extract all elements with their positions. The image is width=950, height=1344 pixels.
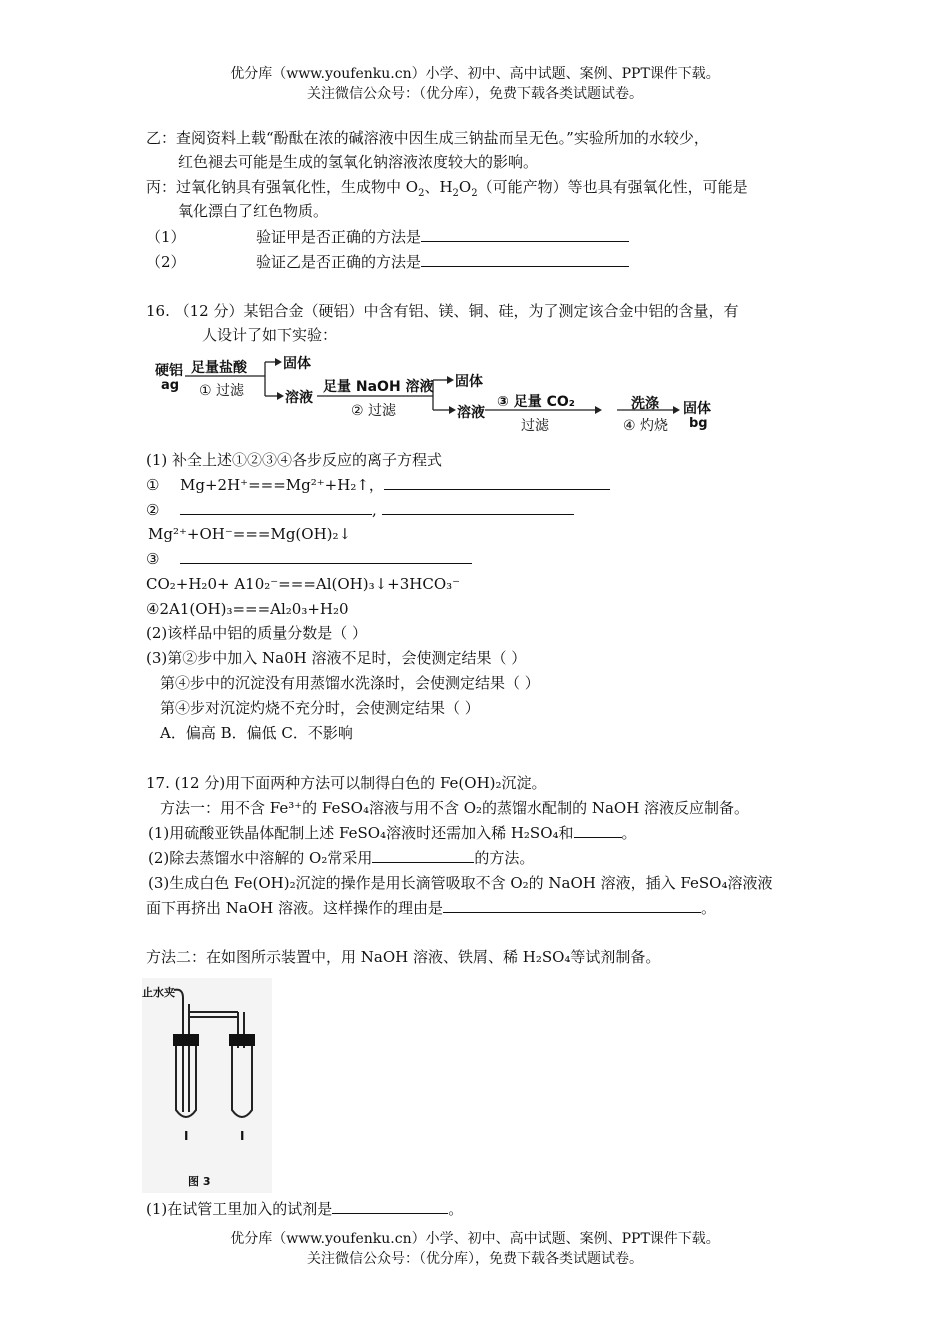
stopper-2 (229, 1034, 255, 1046)
q16-options: A．偏高 B．偏低 C．不影响 (160, 724, 353, 742)
answer-blank[interactable] (443, 897, 701, 913)
q16-eq2b: Mg²⁺+OH⁻===Mg(OH)₂↓ (148, 525, 352, 543)
q17-m1-part3-line2: 面下再挤出 NaOH 溶液。这样操作的理由是 。 (146, 899, 716, 917)
q17-m2-part1: (1)在试管工里加入的试剂是 。 (146, 1200, 464, 1218)
answer-blank[interactable] (574, 822, 622, 838)
fig-tube2-label: I (240, 1129, 245, 1143)
q17-method2: 方法二：在如图所示装置中，用 NaOH 溶液、铁屑、稀 H₂SO₄等试剂制备。 (146, 948, 661, 966)
q16-part3b: 第④步中的沉淀没有用蒸馏水洗涤时，会使测定结果（ ） (160, 674, 540, 692)
q15-bing-line2: 氧化漂白了红色物质。 (178, 202, 329, 220)
answer-blank[interactable] (180, 499, 372, 515)
answer-blank[interactable] (180, 548, 472, 564)
q15-yi-line2: 红色褪去可能是生成的氢氧化钠溶液浓度较大的影响。 (178, 153, 539, 171)
q16-eq2: ② , (146, 499, 574, 521)
q16-part2: (2)该样品中铝的质量分数是（ ） (146, 624, 368, 642)
flow-step3-label: 过滤 (521, 418, 549, 434)
flow-step2-label: ② 过滤 (351, 403, 397, 419)
q16-eq1: ① Mg+2H⁺===Mg²⁺+H₂↑， (146, 474, 610, 496)
q17-m1-part1: (1)用硫酸亚铁晶体配制上述 FeSO₄溶液时还需加入稀 H₂SO₄和 。 (148, 824, 637, 842)
flow-step1-label: ① 过滤 (199, 383, 245, 399)
q16-eq3b: CO₂+H₂0+ A10₂⁻===Al(OH)₃↓+3HCO₃⁻ (146, 575, 461, 593)
page-footer-line1: 优分库（www.youfenku.cn）小学、初中、高中试题、案例、PPT课件下载。 (230, 1231, 720, 1247)
page-header-line2: 关注微信公众号：（优分库），免费下载各类试题试卷。 (307, 86, 643, 102)
q16-eq4: ④2A1(OH)₃===Al₂0₃+H₂0 (146, 600, 349, 618)
flow-step3-reagent: ③ 足量 CO₂ (497, 394, 575, 410)
fig-clamp-label: 止水夹 (142, 986, 175, 999)
q16-part3a: (3)第②步中加入 Na0H 溶液不足时，会使测定结果（ ） (146, 649, 527, 667)
fig-caption: 图 3 (188, 1175, 211, 1188)
answer-blank[interactable] (421, 226, 629, 242)
q16-eq3: ③ (146, 548, 472, 570)
flow-solid1: 固体 (283, 356, 311, 372)
flow-step2-reagent: 足量 NaOH 溶液 (323, 379, 434, 395)
q15-bing-line1: 丙：过氧化钠具有强氧化性，生成物中 $O_2$、$H_2O_2$（可能产物）等也具有强氧化性，可能是 (146, 178, 748, 199)
q16-part1: (1) 补全上述①②③④各步反应的离子方程式 (146, 451, 443, 469)
q17-method1: 方法一：用不含 Fe³⁺的 FeSO₄溶液与用不含 O₂的蒸馏水配制的 NaOH 溶液反应制备。 (160, 799, 750, 817)
flow-product: 固体 (683, 401, 711, 417)
page-footer-line2: 关注微信公众号：（优分库），免费下载各类试题试卷。 (307, 1251, 643, 1267)
flow-step4-label: ④ 灼烧 (623, 418, 669, 434)
q16-intro-line2: 人设计了如下实验： (202, 326, 338, 344)
flow-solid2: 固体 (455, 374, 483, 390)
flow-filtrate1: 溶液 (285, 390, 313, 406)
answer-blank[interactable] (384, 474, 610, 490)
flow-product-mass: bg (689, 416, 708, 431)
flow-start-mass: ag (161, 378, 180, 393)
answer-blank[interactable] (421, 251, 629, 267)
page-header-line1: 优分库（www.youfenku.cn）小学、初中、高中试题、案例、PPT课件下载。 (230, 66, 720, 82)
q15-part1: （1） 验证甲是否正确的方法是 (146, 226, 629, 248)
fig-tube1-label: I (184, 1129, 189, 1143)
answer-blank[interactable] (372, 847, 474, 863)
flowchart (155, 352, 725, 442)
flow-step1-reagent: 足量盐酸 (191, 360, 247, 376)
answer-blank[interactable] (332, 1198, 448, 1214)
q15-yi-line1: 乙：查阅资料上载“酚酞在浓的碱溶液中因生成三钠盐而呈无色。”实验所加的水较少， (146, 129, 709, 147)
flow-start: 硬铝 (155, 363, 183, 379)
apparatus-figure (142, 978, 272, 1193)
flow-step4-wash: 洗涤 (631, 396, 659, 412)
stopper-1 (173, 1034, 199, 1046)
test-tube-apparatus (142, 978, 272, 1193)
q17-m1-part3-line1: (3)生成白色 Fe(OH)₂沉淀的操作是用长滴管吸取不含 O₂的 NaOH 溶液，插入 FeSO₄溶液液 (148, 874, 773, 892)
q15-part2: （2） 验证乙是否正确的方法是 (146, 251, 629, 273)
answer-blank[interactable] (382, 499, 574, 515)
flow-filtrate2: 溶液 (457, 405, 485, 421)
q16-intro-line1: 16. （12 分）某铝合金（硬铝）中含有铝、镁、铜、硅，为了测定该合金中铝的含量，有 (146, 302, 739, 320)
q17-m1-part2: (2)除去蒸馏水中溶解的 O₂常采用 的方法。 (148, 849, 535, 867)
q17-intro: 17. (12 分)用下面两种方法可以制得白色的 Fe(OH)₂沉淀。 (146, 774, 547, 792)
q16-part3c: 第④步对沉淀灼烧不充分时，会使测定结果（ ） (160, 699, 480, 717)
